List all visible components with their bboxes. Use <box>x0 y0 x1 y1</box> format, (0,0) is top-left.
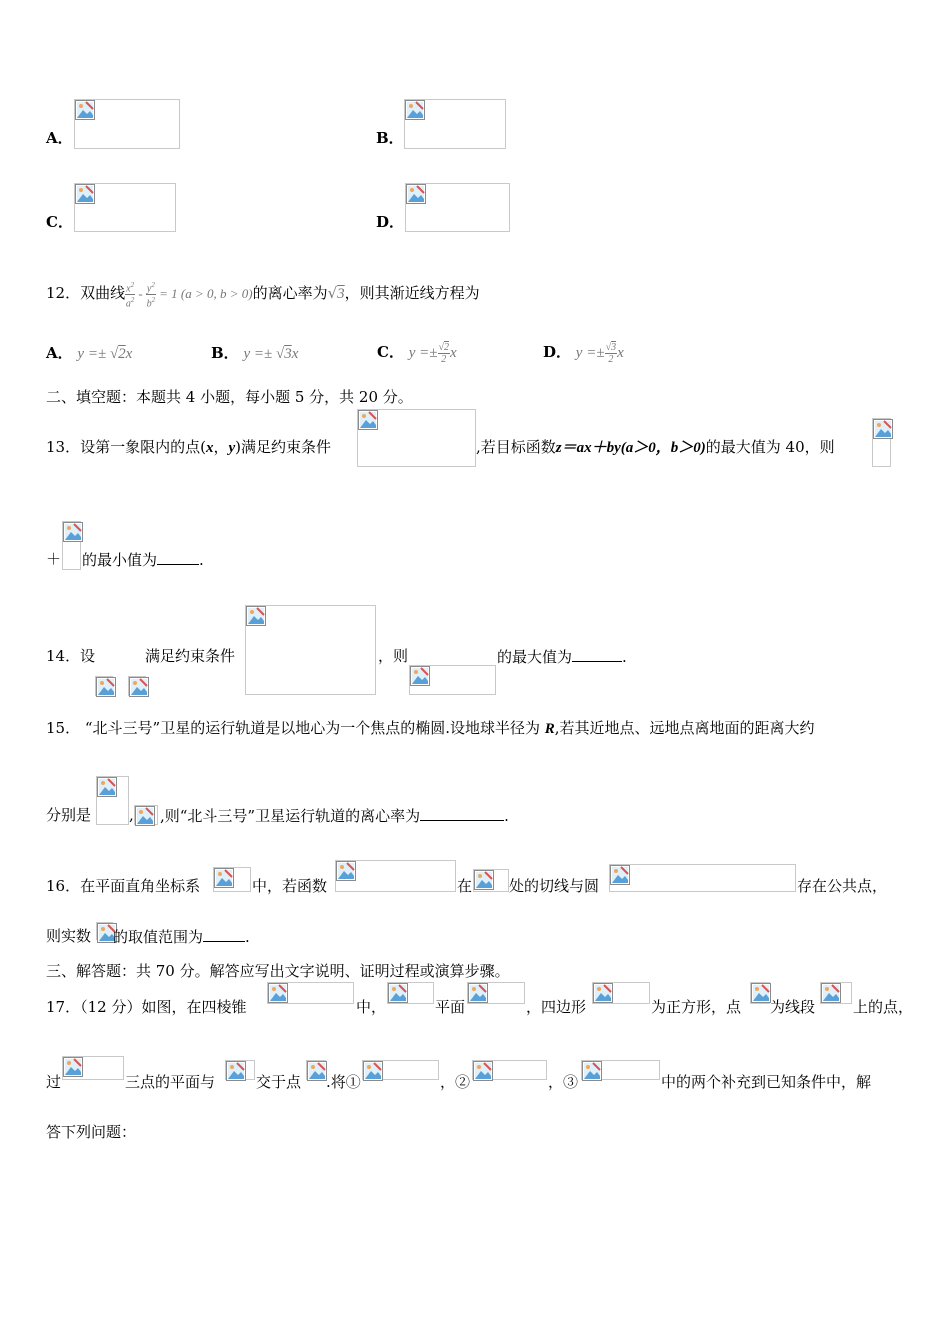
q17-zhong: 中， <box>356 998 387 1016</box>
image-icon <box>582 1061 602 1081</box>
image-icon <box>63 522 83 542</box>
q16-xoy-image <box>213 867 251 892</box>
q12-option-a-formula: y =± √2x <box>77 346 133 362</box>
q17-jiang: .将① <box>326 1073 361 1091</box>
image-icon <box>214 868 234 888</box>
q16-function-image <box>335 860 456 892</box>
q12-option-c: C． y =± $\frac{√2}{2}$ x <box>377 342 457 366</box>
q12-sqrt3: √3 <box>327 283 345 302</box>
q17-line-image <box>387 982 434 1004</box>
q12-option-d: D． y =± $\frac{√3}{2}$ x <box>543 342 624 366</box>
q17-line1-a: 17．（12 分）如图，在四棱锥 <box>46 998 247 1016</box>
q16-line1-c: 在 <box>457 877 473 895</box>
q16-line1-b: 中，若函数 <box>252 877 328 895</box>
q13-plus: ＋ <box>46 550 62 568</box>
q11-option-d-label: D． <box>376 213 405 231</box>
q16-answer-blank[interactable] <box>203 927 245 942</box>
image-icon <box>473 1061 493 1081</box>
q15-distance-image-1 <box>96 776 129 825</box>
q16-line2-f: 则实数 <box>46 927 92 945</box>
q17-c3: ，③ <box>548 1073 579 1091</box>
image-icon <box>246 606 266 626</box>
q16-line2-g: 的取值范围为 . <box>113 928 250 946</box>
q12-option-b-formula: y =± √3x <box>243 346 299 362</box>
q17-guo: 过 <box>46 1073 62 1091</box>
q17-sibianxing: ，四边形 <box>526 998 587 1016</box>
q12-stem-mid: 的离心率为 <box>252 283 328 302</box>
q15-distance-image-2 <box>134 805 158 825</box>
q12-number: 12． <box>46 283 81 302</box>
q12-option-b: B． y =± √3x <box>211 344 299 362</box>
q13-fraction-image-2 <box>62 521 81 570</box>
q14-constraints-image <box>245 605 376 695</box>
q15-line2-prefix: 分别是 <box>46 806 92 824</box>
q17-condition-1-image <box>362 1060 439 1080</box>
q11-option-b-image <box>404 99 506 149</box>
section3-heading: 三、解答题：共 70 分。解答应写出文字说明、证明过程或演算步骤。 <box>46 962 510 980</box>
q16-line1-d: 处的切线与圆 <box>509 877 600 895</box>
section2-heading: 二、填空题：本题共 4 小题，每小题 5 分，共 20 分。 <box>46 388 413 406</box>
image-icon <box>873 419 893 439</box>
q17-pyramid-image <box>267 982 354 1004</box>
image-icon <box>226 1061 246 1081</box>
image-icon <box>406 184 426 204</box>
q17-jiaoyudian: 交于点 <box>256 1073 302 1091</box>
q17-three-points-image <box>62 1056 124 1080</box>
q14-cond: 满足约束条件 <box>145 647 236 665</box>
image-icon <box>75 184 95 204</box>
q17-shangdedian: 上的点， <box>853 998 914 1016</box>
q12-stem-prefix: 双曲线 <box>80 283 126 302</box>
q15-comma: , <box>129 806 134 824</box>
q17-point-f-image <box>306 1060 326 1080</box>
q17-xianduan: 为线段 <box>770 998 816 1016</box>
image-icon <box>63 1057 83 1077</box>
q16-point-image <box>473 869 509 892</box>
q17-line3: 答下列问题： <box>46 1123 137 1141</box>
q17-sandian: 三点的平面与 <box>125 1073 216 1091</box>
q12-hyperbola-formula: $\frac{x^2}{a^2}$ - $\frac{y^2}{b^2}$ = 1 (a > 0, b > 0) <box>125 281 253 310</box>
q13-line1: 13．设第一象限内的点(x，y)满足约束条件 <box>46 438 331 456</box>
image-icon <box>751 983 771 1003</box>
q14-ze: ，则 <box>378 647 409 665</box>
q15-line2-suffix: ,则“北斗三号”卫星运行轨道的离心率为 . <box>160 807 509 825</box>
image-icon <box>307 1061 327 1081</box>
image-icon <box>593 983 613 1003</box>
image-icon <box>405 100 425 120</box>
q16-line1-a: 16．在平面直角坐标系 <box>46 877 201 895</box>
q11-option-c-image <box>74 183 176 232</box>
image-icon <box>336 861 356 881</box>
image-icon <box>468 983 488 1003</box>
q17-plane-image <box>467 982 525 1004</box>
q16-param-image <box>96 922 113 940</box>
q15-line1: 15． “北斗三号”卫星的运行轨道是以地心为一个焦点的椭圆.设地球半径为 R,若其近地点、远地点离地面的距离大约 <box>46 719 815 737</box>
q14-number: 14． <box>46 647 81 665</box>
image-icon <box>96 677 116 697</box>
q17-condition-2-image <box>472 1060 547 1080</box>
q13-line1b: ,若目标函数z＝ax＋by(a＞0，b＞0)的最大值为 40，则 <box>476 438 835 456</box>
image-icon <box>268 983 288 1003</box>
q11-option-a-label: A． <box>46 129 73 147</box>
image-icon <box>129 677 149 697</box>
image-icon <box>363 1061 383 1081</box>
q14-objective-image <box>409 665 496 695</box>
q11-option-b-label: B． <box>376 129 404 147</box>
q17-c2: ，② <box>440 1073 471 1091</box>
q17-edge-image <box>225 1060 255 1080</box>
q11-option-c-label: C． <box>46 213 73 231</box>
image-icon <box>135 806 155 826</box>
image-icon <box>474 870 494 890</box>
q14-answer-blank[interactable] <box>572 647 622 662</box>
q16-line1-e: 存在公共点， <box>797 877 888 895</box>
q14-she: 设 <box>80 647 96 665</box>
image-icon <box>358 410 378 430</box>
q15-answer-blank[interactable] <box>420 806 504 821</box>
q17-quad-image <box>592 982 650 1004</box>
q12-stem-suffix: ，则其渐近线方程为 <box>344 283 480 302</box>
q17-pingmian: 平面 <box>435 998 466 1016</box>
q11-option-d-image <box>405 183 510 232</box>
image-icon <box>388 983 408 1003</box>
q17-zhongde: 中的两个补充到已知条件中，解 <box>661 1073 872 1091</box>
image-icon <box>97 777 117 797</box>
q12-option-c-formula: y =± $\frac{√2}{2}$ x <box>408 342 457 366</box>
q13-line2: 的最小值为 . <box>82 551 204 569</box>
q17-condition-3-image <box>581 1060 660 1080</box>
q16-circle-image <box>609 864 796 892</box>
q17-point-e-image <box>750 982 770 1004</box>
q13-constraints-image <box>357 409 476 467</box>
image-icon <box>610 865 630 885</box>
q14-var-x-image <box>95 676 113 696</box>
q17-segment-image <box>820 982 852 1004</box>
q12-option-a: A． y =± √2x <box>46 344 133 362</box>
image-icon <box>75 100 95 120</box>
image-icon <box>821 983 841 1003</box>
q11-option-a-image <box>74 99 180 149</box>
q12-option-d-formula: y =± $\frac{√3}{2}$ x <box>575 342 624 366</box>
q17-zhengfangxing: 为正方形，点 <box>651 998 742 1016</box>
q12-stem <box>46 280 480 310</box>
q13-answer-blank[interactable] <box>157 550 199 565</box>
q13-fraction-image-1 <box>872 418 891 467</box>
q14-max: 的最大值为 . <box>497 648 627 666</box>
image-icon <box>410 666 430 686</box>
q14-var-y-image <box>128 676 146 696</box>
